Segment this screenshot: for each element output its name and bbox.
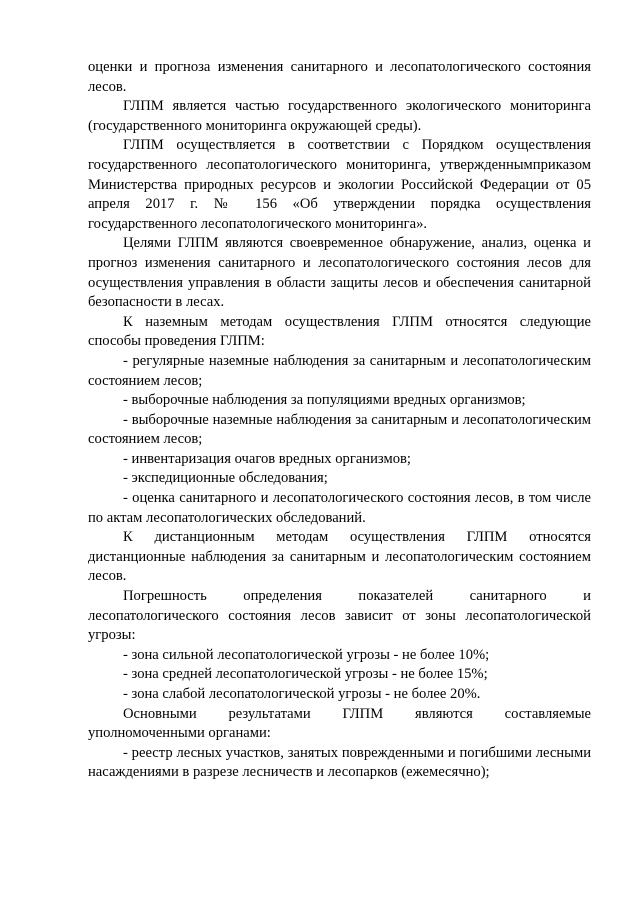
list-item: - реестр лесных участков, занятых поврежденными и погибшими лесными насаждениями в разрезе лесничеств и лесопарков (ежемесячно); <box>88 744 591 781</box>
document-page <box>88 58 591 783</box>
list-item: - зона средней лесопатологической угрозы - не более 15%; <box>123 666 488 683</box>
paragraph: К наземным методам осуществления ГЛПМ относятся следующие способы проведения ГЛПМ: <box>88 313 591 350</box>
list-item: - регулярные наземные наблюдения за санитарным и лесопатологическим состоянием лесов; <box>88 352 591 389</box>
list-item: - оценка санитарного и лесопатологического состояния лесов, в том числе по актам лесопатологических обследований. <box>88 490 591 526</box>
paragraph: К дистанционным методам осуществления ГЛПМ относятся дистанционные наблюдения за санитарным и лесопатологическим состоянием лесов. <box>88 529 591 585</box>
paragraph: Основными результатами ГЛПМ являются составляемые уполномоченными органами: <box>88 705 591 742</box>
paragraph: ГЛПМ осуществляется в соответствии с Порядком осуществления государственного лесопатологического мониторинга, утвержденнымприказом Министерства природных ресурсов и экологии Российской Федерации от 05 апреля 2017 г. № 156 «Об утверждении порядка осуществления государственного лесопатологического мониторинга». <box>88 137 591 232</box>
list-item: - зона сильной лесопатологической угрозы - не более 10%; <box>123 646 490 663</box>
paragraph: ГЛПМ является частью государственного экологического мониторинга (государственного мониторинга окружающей среды). <box>88 98 591 134</box>
list-item: - экспедиционные обследования; <box>123 470 328 487</box>
list-item: - инвентаризация очагов вредных организмов; <box>123 450 411 467</box>
list-item: - выборочные наземные наблюдения за санитарным и лесопатологическим состоянием лесов; <box>88 411 591 448</box>
paragraph: Целями ГЛПМ являются своевременное обнаружение, анализ, оценка и прогноз изменения санитарного и лесопатологического состояния лесов для осуществления управления в области защиты лесов и обеспечения санитарной безопасности в лесах. <box>88 235 591 311</box>
list-item: - выборочные наблюдения за популяциями вредных организмов; <box>123 392 526 409</box>
paragraph: оценки и прогноза изменения санитарного и лесопатологического состояния лесов. <box>88 59 591 95</box>
paragraph: Погрешность определения показателей санитарного и лесопатологического состояния лесов зависит от зоны лесопатологической угрозы: <box>88 588 591 644</box>
list-item: - зона слабой лесопатологической угрозы - не более 20%. <box>123 686 481 702</box>
